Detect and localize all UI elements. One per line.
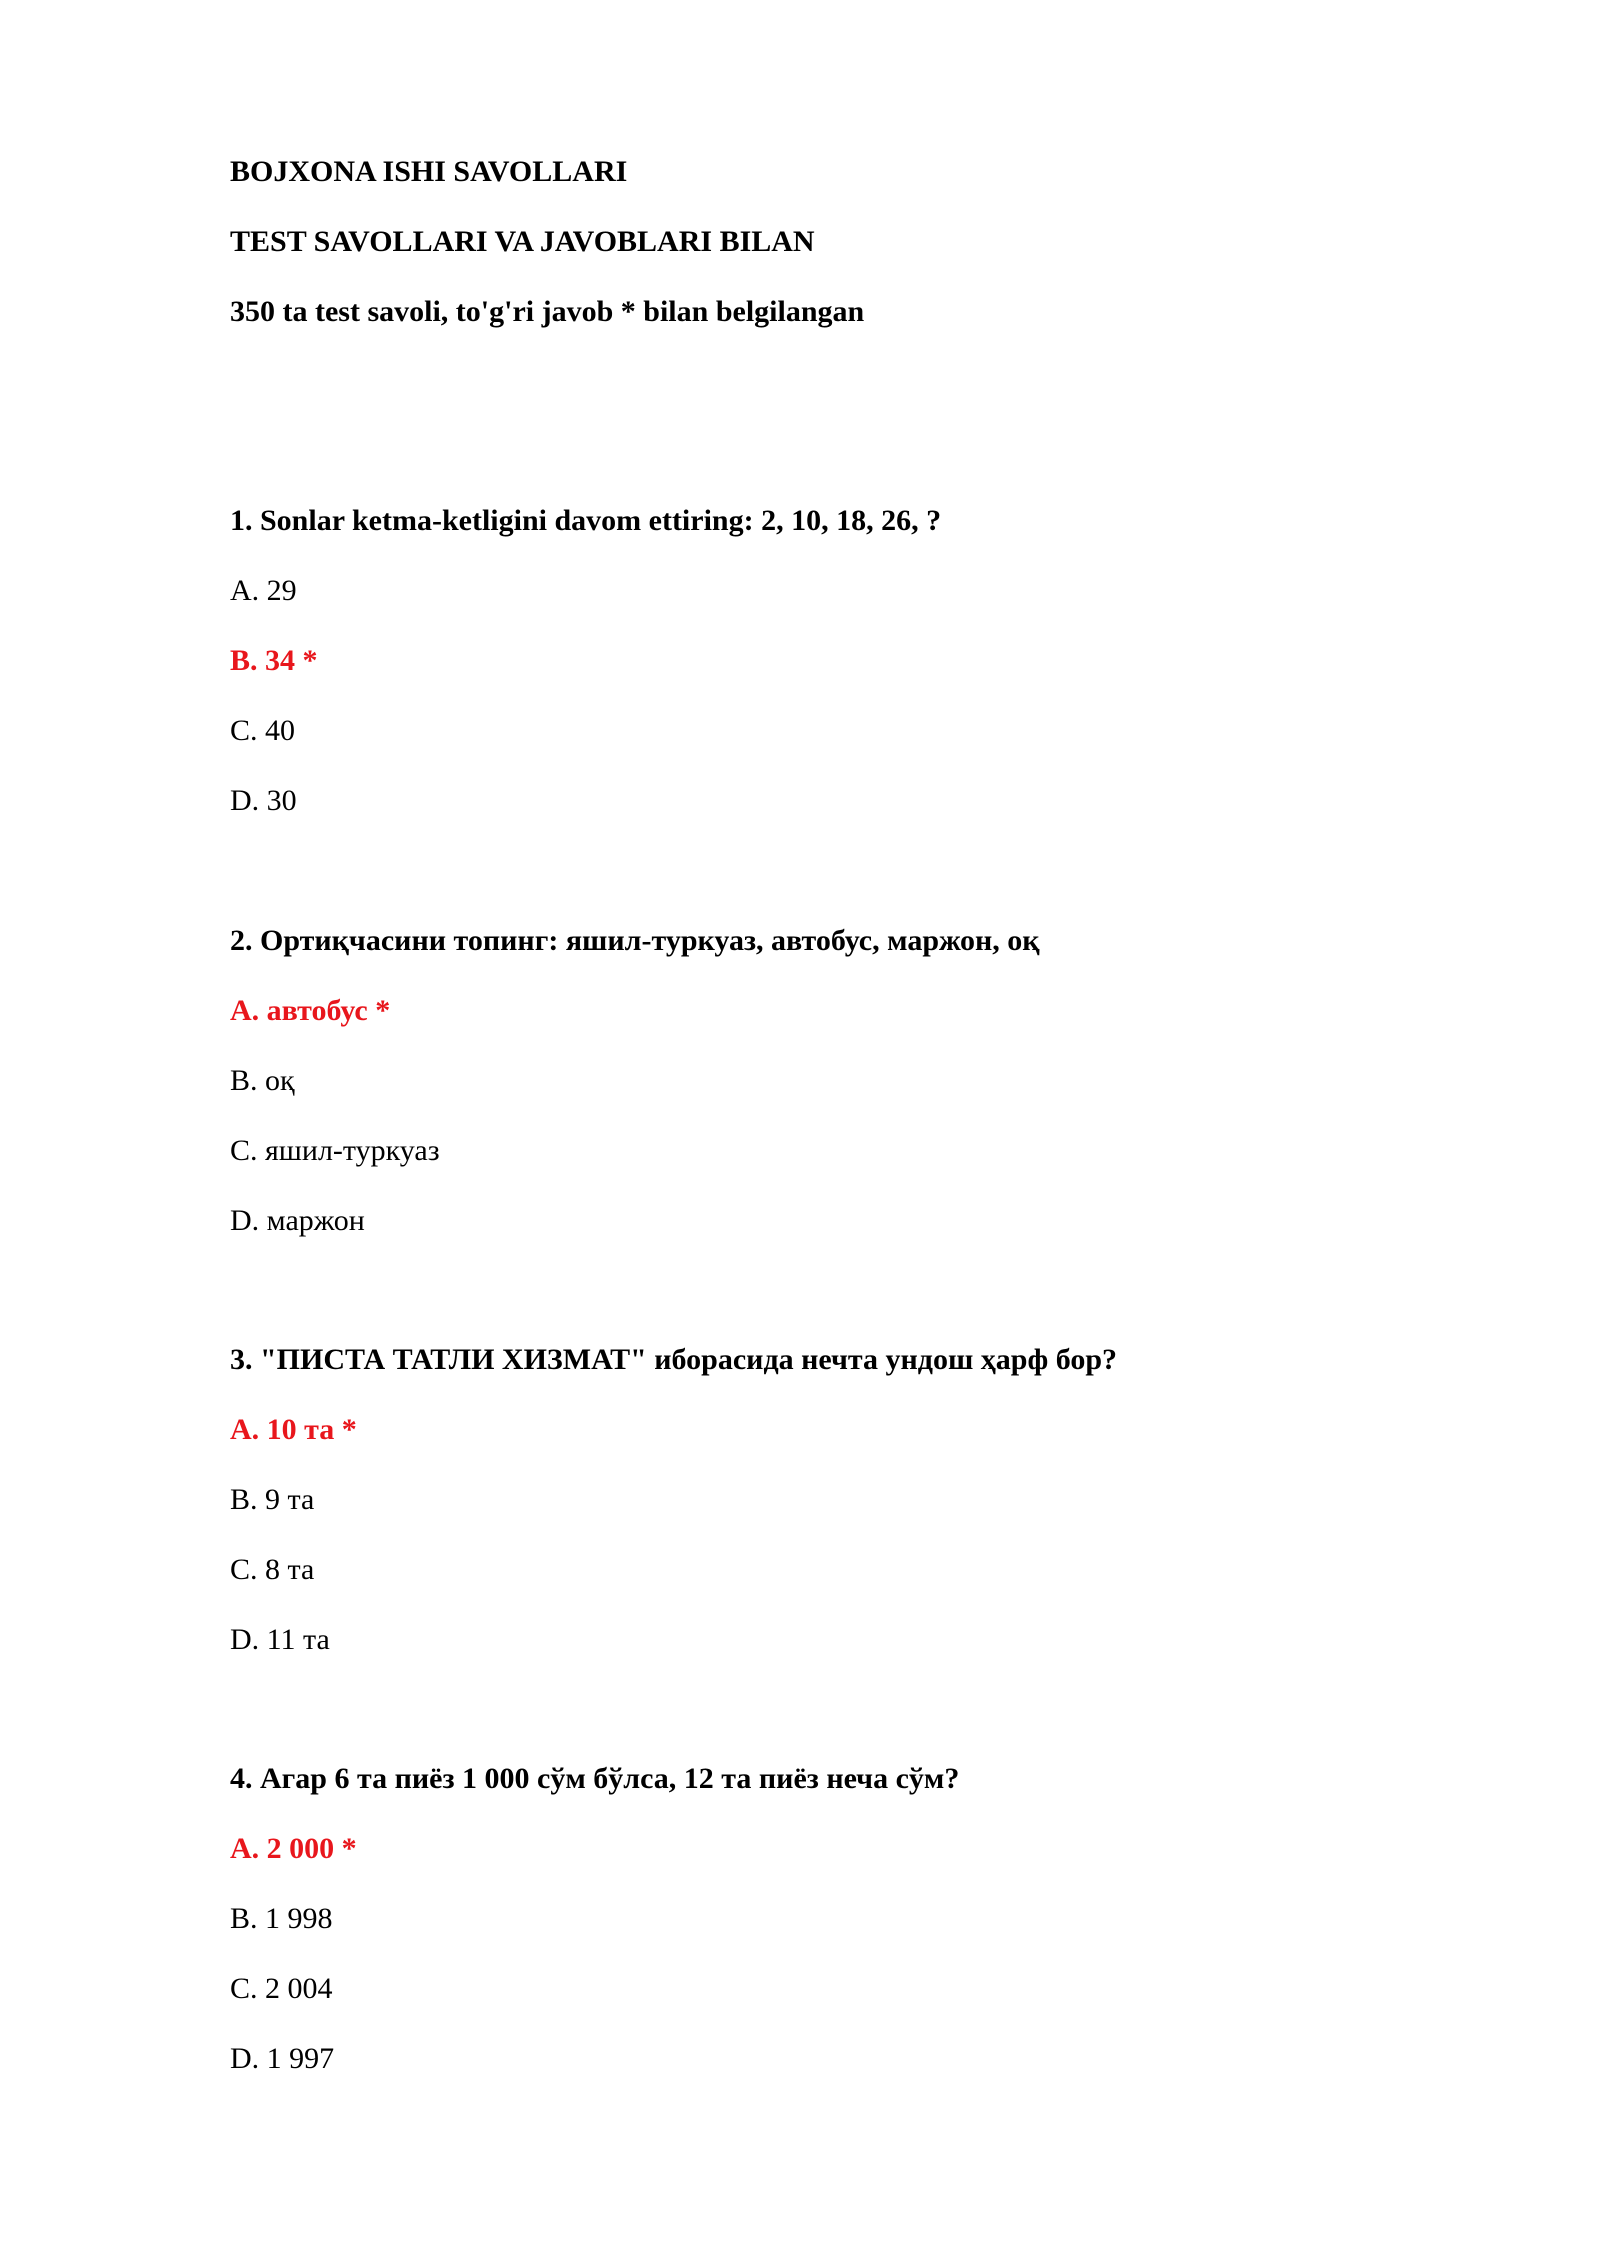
question-1-option-c: C. 40	[230, 714, 296, 747]
question-2-option-d: D. маржон	[230, 1204, 365, 1237]
document-note: 350 ta test savoli, to'g'ri javob * bilan belgilangan	[230, 295, 865, 328]
question-2-text: 2. Ортиқчасини топинг: яшил-туркуаз, автобус, маржон, оқ	[230, 924, 1040, 957]
question-4-text: 4. Агар 6 та пиёз 1 000 сўм бўлса, 12 та пиёз неча сўм?	[230, 1762, 960, 1795]
question-4-option-c: C. 2 004	[230, 1972, 333, 2005]
question-2-option-c: C. яшил-туркуаз	[230, 1134, 440, 1167]
question-1-text: 1. Sonlar ketma-ketligini davom ettiring: 2, 10, 18, 26, ?	[230, 504, 942, 537]
question-2-option-b: B. оқ	[230, 1064, 295, 1097]
question-1-option-b-correct: B. 34 *	[230, 644, 318, 677]
question-3-option-c: C. 8 та	[230, 1553, 315, 1586]
document-title: BOJXONA ISHI SAVOLLARI	[230, 155, 628, 188]
question-3-text: 3. "ПИСТА ТАТЛИ ХИЗМАТ" иборасида нечта ундош ҳарф бор?	[230, 1343, 1118, 1376]
question-3-option-b: B. 9 та	[230, 1483, 315, 1516]
question-4-option-b: B. 1 998	[230, 1902, 333, 1935]
question-3-option-d: D. 11 та	[230, 1623, 330, 1656]
question-4-option-d: D. 1 997	[230, 2042, 335, 2075]
question-2-option-a-correct: A. автобус *	[230, 994, 391, 1027]
question-1-option-a: A. 29	[230, 574, 297, 607]
question-1-option-d: D. 30	[230, 784, 297, 817]
question-4-option-a-correct: A. 2 000 *	[230, 1832, 357, 1865]
document-subtitle: TEST SAVOLLARI VA JAVOBLARI BILAN	[230, 225, 815, 258]
question-3-option-a-correct: A. 10 та *	[230, 1413, 357, 1446]
